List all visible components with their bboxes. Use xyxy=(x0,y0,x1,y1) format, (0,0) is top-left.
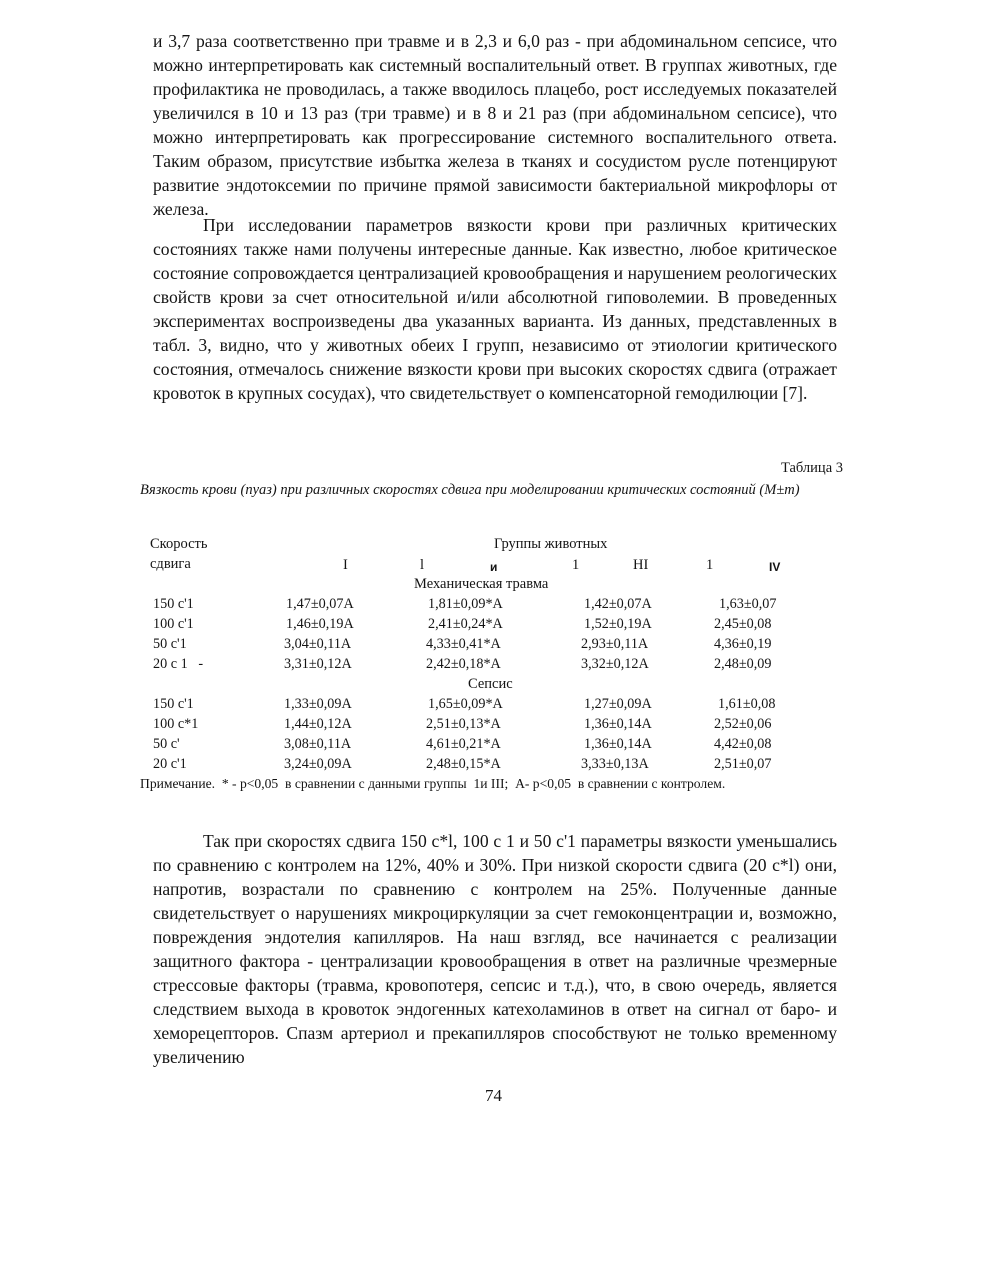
table-cell-group3: 1,36±0,14А xyxy=(584,716,652,732)
table-cell-group2: 2,42±0,18*А xyxy=(426,656,501,672)
table-cell-speed: 20 с 1 - xyxy=(153,656,204,672)
table-cell-group1: 3,31±0,12А xyxy=(284,656,352,672)
table-cell-speed: 100 с'1 xyxy=(153,616,194,632)
table-cell-group2: 4,33±0,41*А xyxy=(426,636,501,652)
table-cell-group4: 2,52±0,06 xyxy=(714,716,772,732)
section-title-sepsis: Сепсис xyxy=(468,676,513,692)
table-cell-group3: 2,93±0,11А xyxy=(581,636,649,652)
table-cell-speed: 50 с' xyxy=(153,736,180,752)
table-cell-speed: 20 с'1 xyxy=(153,756,187,772)
table-cell-group2: 2,51±0,13*А xyxy=(426,716,501,732)
table-cell-group2: 2,41±0,24*А xyxy=(428,616,503,632)
table-cell-group2: 1,65±0,09*А xyxy=(428,696,503,712)
paragraph-shear-rates: Так при скоростях сдвига 150 с*l, 100 с 1 и 50 с'1 параметры вязкости уменьшались по сравнению с контролем на 12%, 40% и 30%. При низкой скорости сдвига (20 с*l) они, напротив, возрастали по сравнению с контролем на 25%. Полученные данные свидетельствует о нарушениях микроциркуляции за счет гемоконцентрации и, возможно, повреждения эндотелия капилляров. На наш взгляд, все начинается с реализации защитного фактора - централизации кровообращения в ответ на различные чрезмерные стрессовые факторы (травма, кровопотеря, сепсис и т.д.), что, в свою очередь, является следствием выхода в кровоток эндогенных катехоламинов в ответ на сигнал от баро- и хеморецепторов. Спазм артериол и прекапилляров способствуют не только временному увеличению xyxy=(153,831,837,1067)
col-mark-3: и xyxy=(490,560,498,574)
table-cell-group2: 1,81±0,09*А xyxy=(428,596,503,612)
col-mark-4: 1 xyxy=(572,557,580,573)
table-cell-group1: 1,44±0,12А xyxy=(284,716,352,732)
paragraph-viscosity: При исследовании параметров вязкости крови при различных критических состояниях также нами получены интересные данные. Как известно, любое критическое состояние сопровождается централизацией кровообращения и нарушением реологических свойств крови за счет относительной и/или абсолютной гиповолемии. В проведенных экспериментах воспроизведены два указанных варианта. Из данных, представленных в табл. 3, видно, что у животных обеих I групп, независимо от этиологии критического состояния, отмечалось снижение вязкости крови при высоких скоростях сдвига (отражает кровоток в крупных сосудах), что свидетельствует о компенсаторной гемодилюции [7]. xyxy=(153,215,837,403)
table-cell-group2: 2,48±0,15*А xyxy=(426,756,501,772)
table-cell-group3: 3,33±0,13А xyxy=(581,756,649,772)
table-cell-group4: 2,51±0,07 xyxy=(714,756,772,772)
header-speed-line2: сдвига xyxy=(150,556,191,572)
table-cell-group4: 4,42±0,08 xyxy=(714,736,772,752)
table-cell-group3: 1,52±0,19А xyxy=(584,616,652,632)
table-cell-group1: 1,33±0,09А xyxy=(284,696,352,712)
table-cell-group4: 2,45±0,08 xyxy=(714,616,772,632)
table-cell-group2: 4,61±0,21*А xyxy=(426,736,501,752)
paragraph-intro: и 3,7 раза соответственно при травме и в 2,3 и 6,0 раз - при абдоминальном сепсисе, что можно интерпретировать как системный воспалительный ответ. В группах животных, где профилактика не проводилась, а также вводилось плацебо, рост исследуемых показателей увеличился в 10 и 13 раз (три травме) и в 8 и 21 раз (при абдоминальном сепсисе), что можно интерпретировать как прогрессирование системного воспалительного ответа. Таким образом, присутствие избытка железа в тканях и сосудистом русле потенцируют развитие эндотоксемии по причине прямой зависимости бактериальной микрофлоры от железа. xyxy=(153,31,837,219)
table-cell-speed: 50 с'1 xyxy=(153,636,187,652)
table-cell-speed: 150 с'1 xyxy=(153,696,194,712)
table-caption: Вязкость крови (пуаз) при различных скоростях сдвига при моделировании критических состояний (М±m) xyxy=(140,482,800,498)
table-label: Таблица 3 xyxy=(780,460,843,476)
table-cell-group1: 3,24±0,09А xyxy=(284,756,352,772)
col-mark-1: I xyxy=(343,557,348,573)
col-mark-5: HI xyxy=(633,557,649,573)
table-cell-group4: 2,48±0,09 xyxy=(714,656,772,672)
table-cell-group1: 1,47±0,07А xyxy=(286,596,354,612)
table-cell-group1: 3,04±0,11А xyxy=(284,636,352,652)
table-cell-group4: 4,36±0,19 xyxy=(714,636,772,652)
table-cell-group3: 3,32±0,12А xyxy=(581,656,649,672)
table-cell-group4: 1,63±0,07 xyxy=(719,596,777,612)
table-cell-group3: 1,36±0,14А xyxy=(584,736,652,752)
table-cell-speed: 100 с*1 xyxy=(153,716,199,732)
table-cell-speed: 150 с'1 xyxy=(153,596,194,612)
header-groups: Группы животных xyxy=(494,536,608,552)
col-mark-6: 1 xyxy=(706,557,714,573)
header-speed-line1: Скорость xyxy=(150,536,208,552)
table-cell-group1: 1,46±0,19А xyxy=(286,616,354,632)
table-cell-group3: 1,27±0,09А xyxy=(584,696,652,712)
table-cell-group4: 1,61±0,08 xyxy=(718,696,776,712)
section-title-trauma: Механическая травма xyxy=(414,576,549,592)
table-cell-group3: 1,42±0,07А xyxy=(584,596,652,612)
table-note: Примечание. * - р<0,05 в сравнении с данными группы 1и III; А- р<0,05 в сравнении с контролем. xyxy=(140,776,726,791)
col-mark-2: l xyxy=(420,557,425,573)
col-mark-7: IV xyxy=(769,560,781,574)
page-number: 74 xyxy=(485,1086,502,1105)
table-cell-group1: 3,08±0,11А xyxy=(284,736,352,752)
